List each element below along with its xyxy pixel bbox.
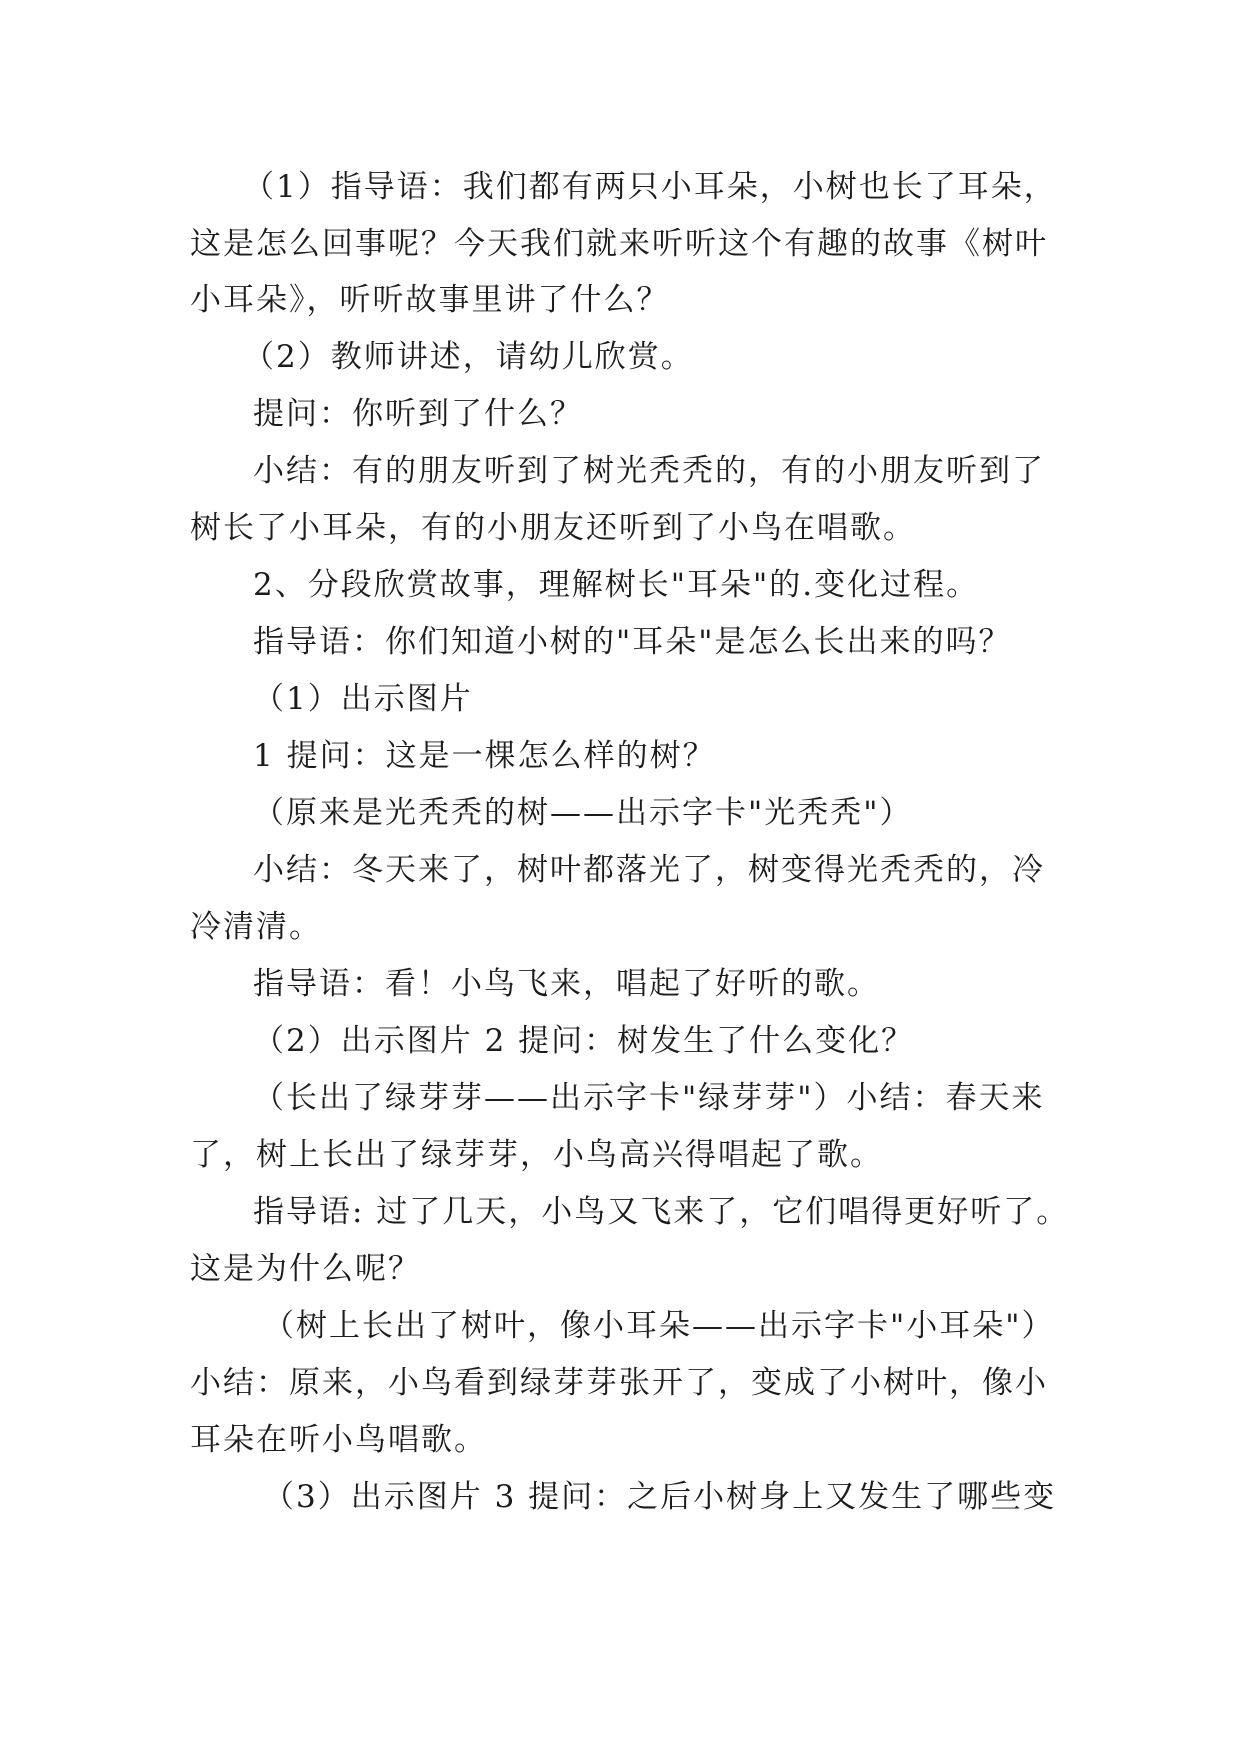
text-line: 指导语：你们知道小树的"耳朵"是怎么长出来的吗？ <box>253 624 1012 660</box>
text-line: 小结：冬天来了，树叶都落光了，树变得光秃秃的，冷 <box>253 852 1045 888</box>
text-line: 这是怎么回事呢？今天我们就来听听这个有趣的故事《树叶 <box>190 226 1048 262</box>
text-line: 树长了小耳朵，有的小朋友还听到了小鸟在唱歌。 <box>190 510 916 546</box>
text-line: 指导语：看！小鸟飞来，唱起了好听的歌。 <box>253 966 880 1002</box>
text-line: 了，树上长出了绿芽芽，小鸟高兴得唱起了歌。 <box>190 1137 883 1173</box>
text-line: 耳朵在听小鸟唱歌。 <box>190 1422 487 1458</box>
text-line: （树上长出了树叶，像小耳朵——出示字卡"小耳朵"） <box>263 1308 1055 1344</box>
text-line: （长出了绿芽芽——出示字卡"绿芽芽"）小结：春天来 <box>253 1080 1045 1116</box>
text-line: （1）指导语：我们都有两只小耳朵，小树也长了耳朵， <box>243 169 1057 205</box>
text-line: 小结：有的朋友听到了树光秃秃的，有的小朋友听到了 <box>253 453 1045 489</box>
text-line: （2）出示图片 2 提问：树发生了什么变化？ <box>253 1023 915 1059</box>
text-line: （原来是光秃秃的树——出示字卡"光秃秃"） <box>253 795 913 831</box>
text-line: 提问：你听到了什么？ <box>253 396 583 432</box>
text-line: 2、分段欣赏故事，理解树长"耳朵"的.变化过程。 <box>253 567 980 603</box>
text-line: 这是为什么呢？ <box>190 1251 421 1287</box>
text-line: （3）出示图片 3 提问：之后小树身上又发生了哪些变 <box>263 1479 1057 1515</box>
text-line: 小结：原来，小鸟看到绿芽芽张开了，变成了小树叶，像小 <box>190 1365 1048 1401</box>
text-line: （2）教师讲述，请幼儿欣赏。 <box>243 339 694 375</box>
text-line: 冷清清。 <box>190 909 322 945</box>
text-line: 1 提问：这是一棵怎么样的树？ <box>253 738 716 774</box>
text-line: 指导语: 过了几天，小鸟又飞来了，它们唱得更好听了。 <box>253 1194 1070 1230</box>
text-line: （1）出示图片 <box>253 681 473 717</box>
text-line: 小耳朵》，听听故事里讲了什么？ <box>190 282 670 318</box>
